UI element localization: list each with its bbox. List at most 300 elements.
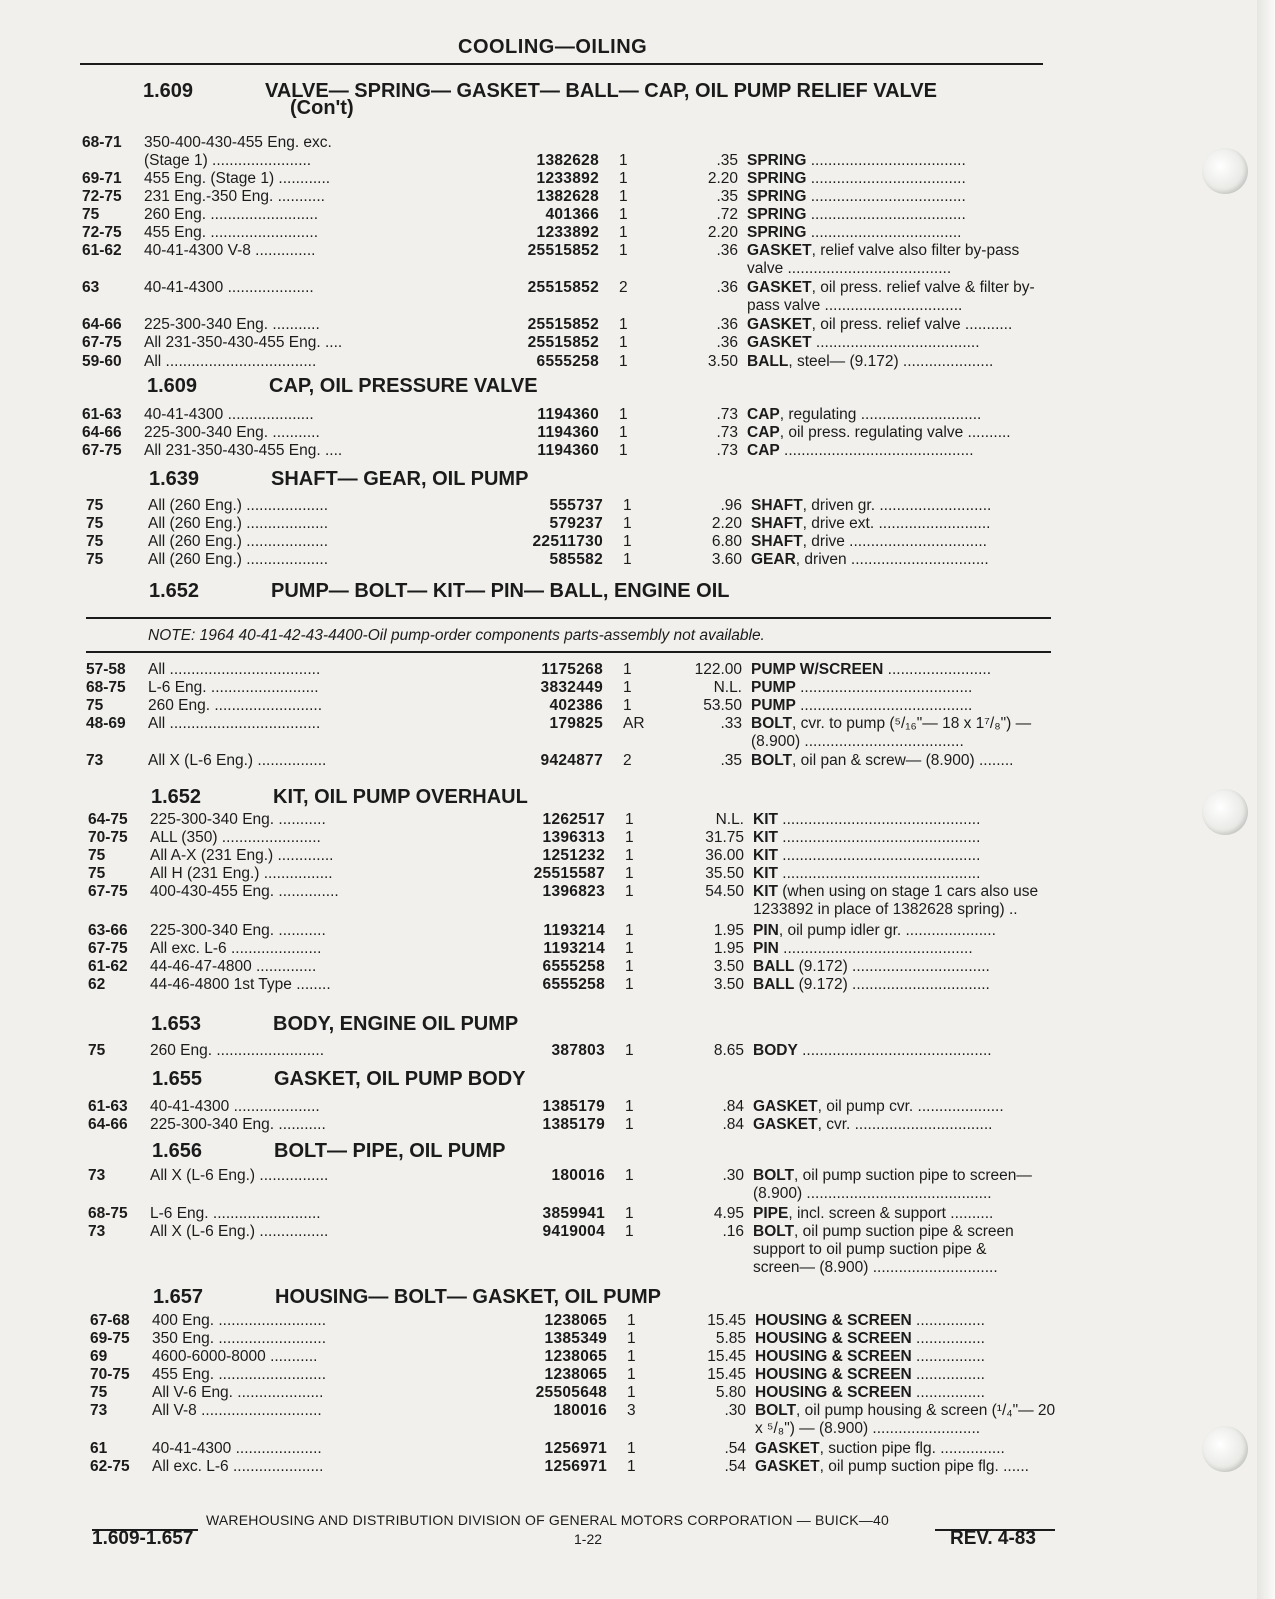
part-row [88,1098,1048,1116]
part-number: 9419004 [542,1223,605,1240]
part-row [88,901,1048,919]
list-price: 5.85 [715,1330,746,1347]
part-description: GASKET, cvr. ................................ [753,1116,993,1133]
quantity: 1 [627,1384,636,1401]
list-price: 31.75 [705,829,744,846]
part-number: 402386 [549,697,603,714]
part-number: 1194360 [537,406,599,423]
model-year: 75 [82,206,100,223]
model-year: 69-71 [82,170,122,187]
part-description: CAP ............................................ [747,442,974,459]
part-row [88,976,1048,994]
part-description: GASKET, oil press. relief valve & filter by- [747,279,1035,296]
section-title: CAP, OIL PRESSURE VALVE [269,375,538,397]
model-year: 57-58 [86,661,126,678]
application: 225-300-340 Eng. ........... [150,922,326,939]
section-title: PUMP— BOLT— KIT— PIN— BALL, ENGINE OIL [271,580,730,602]
part-number: 579237 [549,515,603,532]
list-price: 3.50 [713,976,744,993]
list-price: .36 [716,334,738,351]
binder-hole-bottom [1202,1426,1248,1472]
part-description: GEAR, driven ................................ [751,551,989,568]
model-year: 61-63 [82,406,122,423]
model-year: 68-75 [86,679,126,696]
part-number: 179825 [549,715,603,732]
part-row [82,224,1042,242]
part-row [88,1185,1048,1203]
part-number: 6555258 [542,958,605,975]
application: All A-X (231 Eng.) ............. [150,847,334,864]
application: All ................................... [148,715,321,732]
part-row [90,1402,1056,1420]
part-row [86,715,1046,733]
application: All X (L-6 Eng.) ................ [148,752,327,769]
part-number: 401366 [545,206,599,223]
part-number: 1396313 [542,829,605,846]
part-row [88,847,1048,865]
part-number: 1262517 [542,811,605,828]
part-description: HOUSING & SCREEN ................ [755,1384,985,1401]
part-row [88,1223,1048,1241]
application: 231 Eng.-350 Eng. ........... [144,188,325,205]
part-row [88,940,1048,958]
section-title: KIT, OIL PUMP OVERHAUL [273,786,528,808]
part-row [82,134,1042,152]
model-year: 75 [86,497,104,514]
part-description: PUMP ........................................ [751,679,973,696]
quantity: 1 [625,976,634,993]
section-number: 1.657 [153,1286,204,1308]
model-year: 67-75 [88,883,128,900]
part-description: BODY ............................................ [753,1042,992,1059]
application: All (260 Eng.) ................... [148,533,329,550]
part-row [82,152,1042,170]
list-price: .96 [720,497,742,514]
part-row [86,551,1046,569]
part-number: 1238065 [544,1366,607,1383]
part-row [90,1420,1050,1438]
part-number: 1193214 [543,922,605,939]
list-price: 35.50 [705,865,744,882]
application: ALL (350) ....................... [150,829,321,846]
section-title: BODY, ENGINE OIL PUMP [273,1013,519,1035]
list-price: .84 [722,1098,744,1115]
application: 455 Eng. ......................... [144,224,319,241]
quantity: 2 [623,752,632,769]
quantity: 1 [627,1330,636,1347]
part-row [86,733,1046,751]
list-price: 53.50 [703,697,742,714]
part-row [88,1205,1048,1223]
part-row [86,752,1046,770]
part-row [88,1241,1048,1259]
application: All H (231 Eng.) ................ [150,865,333,882]
part-row [82,424,1042,442]
part-description: HOUSING & SCREEN ................ [755,1312,985,1329]
part-description: SHAFT, driven gr. .......................... [751,497,992,514]
list-price: .84 [722,1116,744,1133]
application: 400-430-455 Eng. .............. [150,883,339,900]
part-row [82,170,1042,188]
part-description: GASKET ...................................... [747,334,980,351]
part-row [82,279,1042,297]
list-price: .35 [716,152,738,169]
part-number: 1382628 [536,152,599,169]
quantity: 1 [625,865,634,882]
model-year: 67-75 [88,940,128,957]
part-number: 9424877 [540,752,603,769]
part-row [82,353,1042,371]
model-year: 75 [86,533,104,550]
model-year: 75 [88,847,106,864]
application: 40-41-4300 .................... [144,279,314,296]
quantity: 1 [619,170,628,187]
part-description: valve ...................................... [747,260,952,277]
model-year: 75 [86,515,104,532]
application: 44-46-4800 1st Type ........ [150,976,331,993]
application: 225-300-340 Eng. ........... [150,811,326,828]
part-description: CAP, oil press. regulating valve .......... [747,424,1011,441]
list-price: .30 [724,1402,746,1419]
quantity: 1 [625,1116,634,1133]
quantity: 1 [625,940,634,957]
section-number: 1.656 [152,1140,203,1162]
list-price: 15.45 [707,1312,746,1329]
model-year: 68-71 [82,134,122,151]
part-description: CAP, regulating ............................ [747,406,982,423]
section-title: BOLT— PIPE, OIL PUMP [274,1140,506,1162]
quantity: 1 [623,679,632,696]
list-price: .36 [716,242,738,259]
part-description: SPRING .................................... [747,152,966,169]
part-description: pass valve ................................ [747,297,963,314]
quantity: 1 [623,497,632,514]
quantity: 1 [619,406,628,423]
model-year: 73 [88,1167,106,1184]
note-top-rule [86,617,1051,619]
quantity: 1 [619,242,628,259]
list-price: 5.80 [715,1384,746,1401]
part-number: 1193214 [543,940,605,957]
quantity: 1 [619,224,628,241]
application: All (260 Eng.) ................... [148,551,329,568]
quantity: 1 [625,1167,634,1184]
list-price: .73 [716,424,738,441]
part-number: 1256971 [544,1458,607,1475]
model-year: 64-66 [82,316,122,333]
part-description: SPRING .................................... [747,206,966,223]
application: 40-41-4300 V-8 .............. [144,242,316,259]
part-description: KIT .............................................. [753,811,981,828]
part-number: 22511730 [532,533,603,550]
list-price: 122.00 [694,661,742,678]
application: 455 Eng. (Stage 1) ............ [144,170,331,187]
quantity: 1 [619,353,628,370]
quantity: 1 [623,533,632,550]
part-row [82,206,1042,224]
list-price: .36 [716,316,738,333]
page-title: COOLING—OILING [458,36,648,58]
application: L-6 Eng. ......................... [150,1205,321,1222]
part-description: BALL (9.172) ................................ [753,976,990,993]
list-price: N.L. [713,679,742,696]
part-row [88,1042,1048,1060]
list-price: 8.65 [713,1042,744,1059]
part-row [90,1312,1050,1330]
list-price: 3.50 [707,353,738,370]
part-number: 1382628 [536,188,599,205]
part-row [90,1330,1050,1348]
quantity: 1 [619,334,628,351]
list-price: 2.20 [711,515,742,532]
part-number: 3859941 [542,1205,605,1222]
part-row [86,661,1046,679]
application: All (260 Eng.) ................... [148,515,329,532]
quantity: 1 [619,188,628,205]
model-year: 72-75 [82,188,122,205]
model-year: 59-60 [82,353,122,370]
part-row [90,1458,1050,1476]
application: L-6 Eng. ......................... [148,679,319,696]
list-price: 2.20 [707,224,738,241]
quantity: 1 [625,922,634,939]
list-price: 2.20 [707,170,738,187]
header-rule [80,63,1043,65]
model-year: 73 [86,752,104,769]
part-number: 387803 [551,1042,605,1059]
model-year: 62 [88,976,106,993]
model-year: 75 [86,551,104,568]
list-price: 1.95 [713,940,744,957]
note-bottom-rule [86,651,1051,653]
part-description: KIT (when using on stage 1 cars also use [753,883,1039,900]
part-description: GASKET, relief valve also filter by-pass [747,242,1020,259]
part-row [82,297,1042,315]
list-price: .54 [724,1440,746,1457]
footer-section-range: 1.609-1.657 [92,1528,194,1549]
application: 40-41-4300 .................... [144,406,314,423]
part-row [82,242,1042,260]
quantity: 1 [625,958,634,975]
quantity: 1 [625,829,634,846]
part-number: 25515852 [527,279,599,296]
part-number: 1238065 [544,1348,607,1365]
quantity: 1 [627,1440,636,1457]
model-year: 61-62 [82,242,122,259]
list-price: N.L. [715,811,744,828]
part-description: SHAFT, drive ................................ [751,533,987,550]
application: 4600-6000-8000 ........... [152,1348,318,1365]
section-number: 1.609 [143,80,194,102]
part-number: 25515852 [527,242,599,259]
part-description: SPRING ................................... [747,224,962,241]
model-year: 64-66 [82,424,122,441]
part-description: GASKET, oil pump suction pipe flg. ...... [755,1458,1029,1475]
section-title: GASKET, OIL PUMP BODY [274,1068,526,1090]
quantity: 1 [627,1348,636,1365]
part-row [82,406,1042,424]
list-price: .35 [716,188,738,205]
part-description: GASKET, oil press. relief valve ........... [747,316,1013,333]
part-description: GASKET, oil pump cvr. .................... [753,1098,1004,1115]
part-number: 1385179 [542,1116,605,1133]
quantity: 1 [627,1458,636,1475]
part-description: BOLT, oil pump suction pipe to screen— [753,1167,1032,1184]
quantity: 1 [625,1205,634,1222]
model-year: 67-75 [82,442,122,459]
part-description: PIN, oil pump idler gr. ..................... [753,922,996,939]
application: 350 Eng. ......................... [152,1330,327,1347]
application: 350-400-430-455 Eng. exc. [144,134,332,151]
footer-revision: REV. 4-83 [950,1528,1036,1549]
part-row [82,188,1042,206]
quantity: 1 [619,442,628,459]
model-year: 61-63 [88,1098,128,1115]
application: All exc. L-6 ..................... [150,940,322,957]
part-row [90,1366,1050,1384]
part-description: HOUSING & SCREEN ................ [755,1348,985,1365]
part-row [88,922,1048,940]
list-price: 15.45 [707,1366,746,1383]
part-number: 3832449 [540,679,603,696]
quantity: 1 [625,1223,634,1240]
part-row [86,497,1046,515]
model-year: 69 [90,1348,108,1365]
model-year: 69-75 [90,1330,130,1347]
part-row [88,1167,1048,1185]
part-number: 180016 [551,1167,605,1184]
quantity: 1 [619,424,628,441]
part-description: BOLT, cvr. to pump (⁵/₁₆"— 18 x 1⁷/₈") — [751,715,1032,732]
part-description: 1233892 in place of 1382628 spring) .. [753,901,1018,918]
part-number: 1194360 [537,424,599,441]
quantity: 1 [625,847,634,864]
application: All X (L-6 Eng.) ................ [150,1167,329,1184]
model-year: 68-75 [88,1205,128,1222]
part-description: x ⁵/₈") — (8.900) ......................... [755,1420,981,1437]
part-description: HOUSING & SCREEN ................ [755,1366,985,1383]
part-description: SPRING .................................... [747,170,966,187]
part-number: 1238065 [544,1312,607,1329]
part-row [88,811,1048,829]
list-price: .16 [722,1223,744,1240]
part-description: PUMP ........................................ [751,697,973,714]
part-description: BOLT, oil pan & screw— (8.900) ........ [751,752,1014,769]
list-price: 54.50 [705,883,744,900]
section-note: NOTE: 1964 40-41-42-43-4400-Oil pump-order components parts-assembly not available. [148,627,765,644]
part-description: BOLT, oil pump housing & screen (¹/₄"— 20 [755,1402,1056,1419]
application: 225-300-340 Eng. ........... [144,316,320,333]
part-description: KIT .............................................. [753,847,981,864]
section-title: SHAFT— GEAR, OIL PUMP [271,468,529,490]
list-price: .30 [722,1167,744,1184]
application: 44-46-47-4800 .............. [150,958,317,975]
part-description: (8.900) ..................................... [751,733,964,750]
part-row [90,1348,1050,1366]
part-number: 1385349 [544,1330,607,1347]
quantity: 1 [623,697,632,714]
part-description: (8.900) ........................................... [753,1185,992,1202]
part-row [88,865,1048,883]
application: All 231-350-430-455 Eng. .... [144,334,343,351]
section-number: 1.653 [151,1013,202,1035]
part-number: 1251232 [542,847,605,864]
part-row [86,697,1046,715]
part-number: 25515852 [527,334,599,351]
list-price: .73 [716,442,738,459]
application: All ................................... [144,353,317,370]
paper-edge [1257,0,1275,1599]
application: 260 Eng. ......................... [144,206,319,223]
model-year: 73 [90,1402,108,1419]
part-number: 1233892 [536,224,599,241]
footer-publisher: WAREHOUSING AND DISTRIBUTION DIVISION OF GENERAL MOTORS CORPORATION — BUICK—40 [206,1512,890,1528]
section-title: VALVE— SPRING— GASKET— BALL— CAP, OIL PUMP RELIEF VALVE [265,80,937,102]
part-description: KIT .............................................. [753,865,981,882]
model-year: 72-75 [82,224,122,241]
footer-page-number: 1-22 [574,1531,603,1547]
application: 400 Eng. ......................... [152,1312,327,1329]
part-row [82,316,1042,334]
application: (Stage 1) ....................... [144,152,312,169]
application: 260 Eng. ......................... [148,697,323,714]
part-row [90,1384,1050,1402]
application: 40-41-4300 .................... [150,1098,320,1115]
model-year: 63 [82,279,100,296]
model-year: 70-75 [88,829,128,846]
model-year: 73 [88,1223,106,1240]
list-price: 4.95 [713,1205,744,1222]
part-row [82,442,1042,460]
section-number: 1.652 [149,580,200,602]
part-description: SPRING .................................... [747,188,966,205]
list-price: .54 [724,1458,746,1475]
part-row [86,533,1046,551]
model-year: 48-69 [86,715,126,732]
list-price: .36 [716,279,738,296]
quantity: 3 [627,1402,636,1419]
part-number: 585582 [549,551,603,568]
part-number: 1175268 [541,661,603,678]
model-year: 67-68 [90,1312,130,1329]
part-number: 1194360 [537,442,599,459]
list-price: .72 [716,206,738,223]
binder-hole-top [1202,148,1248,194]
application: All 231-350-430-455 Eng. .... [144,442,343,459]
section-title-continued: (Con't) [290,97,354,119]
section-number: 1.655 [152,1068,203,1090]
model-year: 75 [88,1042,106,1059]
list-price: .33 [720,715,742,732]
list-price: 3.50 [713,958,744,975]
part-description: screen— (8.900) ............................. [753,1259,998,1276]
application: 225-300-340 Eng. ........... [144,424,320,441]
application: All X (L-6 Eng.) ................ [150,1223,329,1240]
model-year: 61-62 [88,958,128,975]
list-price: .35 [720,752,742,769]
list-price: 36.00 [705,847,744,864]
part-number: 180016 [553,1402,607,1419]
list-price: .73 [716,406,738,423]
application: 260 Eng. ......................... [150,1042,325,1059]
part-row [82,334,1042,352]
part-description: HOUSING & SCREEN ................ [755,1330,985,1347]
application: 225-300-340 Eng. ........... [150,1116,326,1133]
application: 40-41-4300 .................... [152,1440,322,1457]
quantity: 1 [623,661,632,678]
quantity: 1 [619,152,628,169]
quantity: 1 [623,515,632,532]
